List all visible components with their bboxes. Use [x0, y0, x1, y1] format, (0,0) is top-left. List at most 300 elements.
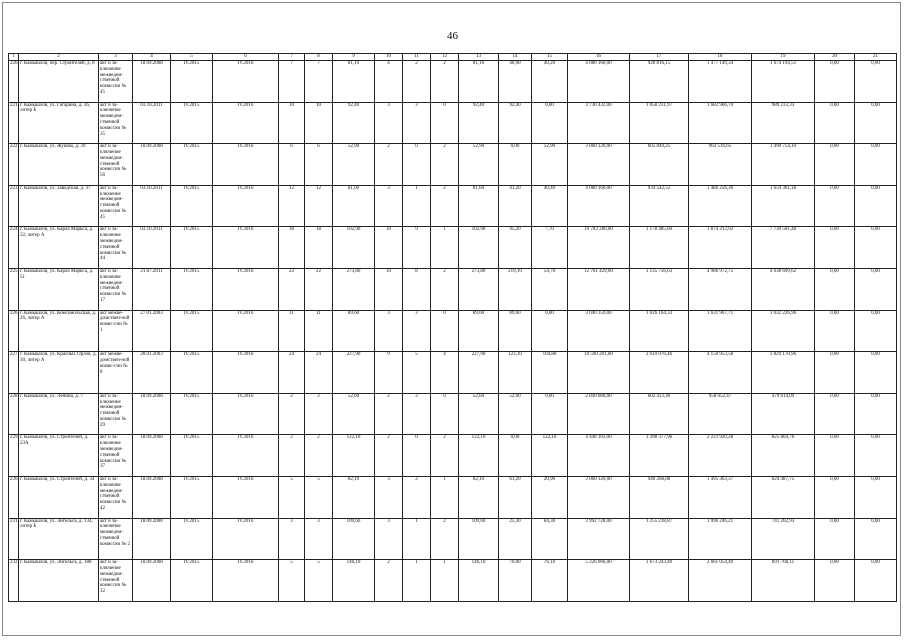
cell-c11: 3 — [403, 310, 431, 352]
column-number-3: 3 — [99, 54, 133, 61]
column-number-16: 16 — [568, 54, 630, 61]
cell-c16: 3 730 432,00 — [568, 102, 630, 144]
cell-c17: 1 398 377,96 — [630, 435, 689, 477]
cell-c11: 2 — [403, 61, 431, 103]
cell-c7: 18 — [279, 227, 305, 269]
cell-c14: 70,00 — [499, 560, 532, 602]
cell-c7: 10 — [279, 102, 305, 144]
cell-c19: 3 829 170,96 — [752, 352, 815, 394]
cell-c8: 10 — [305, 102, 333, 144]
cell-c20: 0,00 — [815, 185, 855, 227]
cell-c16: 10 783 280,00 — [568, 227, 630, 269]
cell-c17: 940 268,88 — [630, 476, 689, 518]
cell-c11: 2 — [403, 393, 431, 435]
page-number: 46 — [447, 30, 458, 42]
cell-c9: 82,10 — [333, 476, 375, 518]
cell-c10: 10 — [375, 227, 403, 269]
cell-date: 18.09.2008 — [133, 61, 171, 103]
cell-c14: 219,10 — [499, 268, 532, 310]
cell-c21: 0,00 — [855, 518, 897, 560]
cell-doc: акт и за-ключение межведом-ственной комиссии № 45 — [99, 185, 133, 227]
table-row — [9, 185, 897, 227]
cell-plan-end: IV.2016 — [213, 435, 279, 477]
cell-c10: 4 — [375, 61, 403, 103]
cell-c9: 89,60 — [333, 310, 375, 352]
cell-c17: 1 673 243,40 — [630, 560, 689, 602]
cell-c11: 1 — [403, 518, 431, 560]
cell-plan-end: IV.2016 — [213, 268, 279, 310]
cell-c8: 5 — [305, 476, 333, 518]
cell-c13: 52,90 — [459, 144, 499, 186]
cell-c19: 1 032 226,96 — [752, 310, 815, 352]
cell-c14: 40,90 — [499, 61, 532, 103]
cell-c12: 0 — [431, 310, 459, 352]
cell-c7: 5 — [279, 560, 305, 602]
column-number-12: 12 — [431, 54, 459, 61]
cell-no: 222 — [9, 144, 19, 186]
column-number-9: 9 — [333, 54, 375, 61]
cell-c17: 1 058 231,97 — [630, 102, 689, 144]
cell-c18: 963 516,65 — [689, 144, 752, 186]
column-number-10: 10 — [375, 54, 403, 61]
cell-c11: 0 — [403, 144, 431, 186]
cell-c11: 1 — [403, 185, 431, 227]
cell-c15: 40,40 — [532, 185, 568, 227]
cell-c8: 7 — [305, 61, 333, 103]
cell-c11: 8 — [403, 268, 431, 310]
column-number-13: 13 — [459, 54, 499, 61]
cell-plan-start: IV.2015 — [171, 144, 213, 186]
cell-date: 18.09.2008 — [133, 518, 171, 560]
cell-c14: 0,00 — [499, 435, 532, 477]
cell-c15: 0,00 — [532, 310, 568, 352]
cell-c14: 95,20 — [499, 227, 532, 269]
cell-c8: 11 — [305, 310, 333, 352]
cell-c10: 2 — [375, 560, 403, 602]
cell-plan-start: IV.2015 — [171, 435, 213, 477]
cell-plan-start: IV.2015 — [171, 476, 213, 518]
cell-address: г. Камышлов, ул. Гагарина, д. 36, литер Б — [19, 102, 99, 144]
table-row — [9, 518, 897, 560]
cell-date: 27.01.2003 — [133, 310, 171, 352]
column-number-8: 8 — [305, 54, 333, 61]
cell-date: 18.09.2008 — [133, 393, 171, 435]
cell-c18: 2 661 054,49 — [689, 560, 752, 602]
cell-c11: 2 — [403, 476, 431, 518]
cell-address: г. Камышлов, ул. Энгельса, д. 134, литер Б — [19, 518, 99, 560]
cell-c9: 102,90 — [333, 227, 375, 269]
table-row — [9, 227, 897, 269]
cell-c20: 0,00 — [815, 518, 855, 560]
cell-c7: 22 — [279, 268, 305, 310]
cell-date: 21.07.2011 — [133, 268, 171, 310]
cell-doc: акт межве-домствен-ной комис-сии № 1 — [99, 310, 133, 352]
cell-no: 226 — [9, 310, 19, 352]
cell-c8: 22 — [305, 268, 333, 310]
cell-c12: 2 — [431, 518, 459, 560]
column-number-2: 2 — [19, 54, 99, 61]
cell-c19: 1 674 194,51 — [752, 61, 815, 103]
cell-c18: 1 486 256,30 — [689, 185, 752, 227]
cell-plan-start: IV.2015 — [171, 227, 213, 269]
cell-date: 03.10.2011 — [133, 185, 171, 227]
cell-plan-start: IV.2015 — [171, 102, 213, 144]
cell-address: г. Камышлов, ул. Энгельса, д. 188 — [19, 560, 99, 602]
cell-c21: 0,00 — [855, 435, 897, 477]
cell-c19: 825 804,76 — [752, 435, 815, 477]
cell-c21: 0,00 — [855, 61, 897, 103]
cell-plan-end: IV.2016 — [213, 476, 279, 518]
cell-c10: 3 — [375, 518, 403, 560]
cell-c19: 624 487,75 — [752, 476, 815, 518]
cell-c13: 227,90 — [459, 352, 499, 394]
cell-c7: 24 — [279, 352, 305, 394]
cell-c15: 104,80 — [532, 352, 568, 394]
cell-doc: акт и за-ключение межведом-ственной комиссии № 37 — [99, 435, 133, 477]
cell-doc: акт и за-ключение межведом-ственной комиссии № 56 — [99, 144, 133, 186]
cell-c12: 2 — [431, 144, 459, 186]
cell-c8: 6 — [305, 144, 333, 186]
cell-c19: 7 730 581,48 — [752, 227, 815, 269]
cell-c8: 2 — [305, 435, 333, 477]
cell-c20: 0,00 — [815, 435, 855, 477]
cell-no: 220 — [9, 61, 19, 103]
cell-c12: 4 — [431, 352, 459, 394]
cell-c8: 3 — [305, 518, 333, 560]
cell-c16: 10 590 201,00 — [568, 352, 630, 394]
cell-c13: 89,60 — [459, 310, 499, 352]
cell-c11: 3 — [403, 102, 431, 144]
cell-c16: 2 040 080,00 — [568, 393, 630, 435]
column-number-7: 7 — [279, 54, 305, 61]
cell-date: 03.10.2011 — [133, 102, 171, 144]
cell-c16: 4 448 103,00 — [568, 435, 630, 477]
cell-c11: 1 — [403, 560, 431, 602]
cell-c21: 0,00 — [855, 102, 897, 144]
cell-doc: акт межве-домствен-ной комис-сии № 8 — [99, 352, 133, 394]
cell-c10: 2 — [375, 393, 403, 435]
cell-c21: 0,00 — [855, 310, 897, 352]
cell-date: 18.09.2008 — [133, 476, 171, 518]
table-row — [9, 560, 897, 602]
cell-plan-start: IV.2015 — [171, 310, 213, 352]
column-number-row — [9, 54, 897, 61]
cell-c10: 2 — [375, 435, 403, 477]
cell-c19: 1 659 361,18 — [752, 185, 815, 227]
cell-date: 03.10.2011 — [133, 227, 171, 269]
cell-c20: 0,00 — [815, 476, 855, 518]
cell-c7: 12 — [279, 185, 305, 227]
cell-c19: 479 614,09 — [752, 393, 815, 435]
cell-no: 231 — [9, 518, 19, 560]
cell-c9: 227,90 — [333, 352, 375, 394]
cell-c19: 989 233,33 — [752, 102, 815, 144]
cell-c13: 52,60 — [459, 393, 499, 435]
cell-c16: 5 226 066,00 — [568, 560, 630, 602]
cell-no: 228 — [9, 393, 19, 435]
cell-c11: 9 — [403, 227, 431, 269]
cell-c13: 81,10 — [459, 61, 499, 103]
cell-c10: 2 — [375, 144, 403, 186]
cell-address: г. Камышлов, ул. Красных Орлов, д. 30, литер А — [19, 352, 99, 394]
cell-c20: 0,00 — [815, 310, 855, 352]
cell-c15: 76,10 — [532, 560, 568, 602]
cell-c13: 81,60 — [459, 185, 499, 227]
cell-c14: 123,10 — [499, 352, 532, 394]
cell-c9: 81,60 — [333, 185, 375, 227]
table-row — [9, 144, 897, 186]
cell-c10: 3 — [375, 185, 403, 227]
cell-c19: 891 768,11 — [752, 560, 815, 602]
column-number-19: 19 — [752, 54, 815, 61]
cell-c12: 2 — [431, 435, 459, 477]
cell-c9: 109,60 — [333, 518, 375, 560]
cell-c15: 20,90 — [532, 476, 568, 518]
cell-doc: акт и за-ключение межведом-ственной комиссии № 32 — [99, 560, 133, 602]
cell-plan-end: IV.2016 — [213, 102, 279, 144]
cell-c20: 0,00 — [815, 352, 855, 394]
cell-c7: 11 — [279, 310, 305, 352]
cell-no: 227 — [9, 352, 19, 394]
table-row — [9, 352, 897, 394]
cell-c10: 3 — [375, 310, 403, 352]
cell-doc: акт и за-ключение межведом-ственной комиссии № 44 — [99, 227, 133, 269]
cell-c10: 9 — [375, 352, 403, 394]
cell-address: г. Камышлов, ул. Жукова, д. 39 — [19, 144, 99, 186]
cell-c7: 3 — [279, 518, 305, 560]
cell-plan-start: IV.2015 — [171, 393, 213, 435]
cell-plan-end: IV.2016 — [213, 393, 279, 435]
cell-c9: 122,10 — [333, 435, 375, 477]
cell-plan-end: IV.2016 — [213, 560, 279, 602]
cell-c10: 3 — [375, 476, 403, 518]
column-number-18: 18 — [689, 54, 752, 61]
cell-doc: акт и за-ключение межведом-ственной комиссии № 2 — [99, 518, 133, 560]
cell-address: г. Камышлов, ул. Заводская, д. 37 — [19, 185, 99, 227]
cell-c10: 3 — [375, 102, 403, 144]
cell-c17: 1 026 164,33 — [630, 310, 689, 352]
cell-address: г. Камышлов, ул. Строителей, д. 23А — [19, 435, 99, 477]
cell-c15: 0,00 — [532, 393, 568, 435]
cell-c7: 5 — [279, 476, 305, 518]
cell-c8: 12 — [305, 185, 333, 227]
cell-plan-end: IV.2016 — [213, 61, 279, 103]
cell-address: г. Камышлов, ул. Ленина, д. 7 — [19, 393, 99, 435]
cell-c21: 0,00 — [855, 352, 897, 394]
cell-plan-end: IV.2016 — [213, 227, 279, 269]
cell-c7: 2 — [279, 435, 305, 477]
cell-c15: 7,70 — [532, 227, 568, 269]
cell-c8: 18 — [305, 227, 333, 269]
cell-c15: 40,20 — [532, 61, 568, 103]
cell-c15: 84,30 — [532, 518, 568, 560]
cell-address: г. Камышлов, ул. Комсомольская, д. 26, литер А — [19, 310, 99, 352]
table-row — [9, 476, 897, 518]
cell-c20: 0,00 — [815, 268, 855, 310]
cell-c19: 1 490 754,10 — [752, 144, 815, 186]
cell-c14: 61,20 — [499, 476, 532, 518]
cell-c12: 2 — [431, 61, 459, 103]
cell-plan-end: IV.2016 — [213, 518, 279, 560]
cell-c18: 958 052,47 — [689, 393, 752, 435]
cell-c13: 146,10 — [459, 560, 499, 602]
cell-c12: 1 — [431, 476, 459, 518]
cell-c18: 1 682 966,70 — [689, 102, 752, 144]
cell-c7: 6 — [279, 144, 305, 186]
cell-c17: 2 610 076,46 — [630, 352, 689, 394]
cell-c8: 24 — [305, 352, 333, 394]
cell-c17: 1 255 218,87 — [630, 518, 689, 560]
cell-no: 223 — [9, 185, 19, 227]
cell-date: 18.09.2008 — [133, 560, 171, 602]
table-row — [9, 61, 897, 103]
cell-c18: 2 223 920,28 — [689, 435, 752, 477]
cell-c11: 5 — [403, 352, 431, 394]
cell-c10: 10 — [375, 268, 403, 310]
cell-c15: 0,00 — [532, 102, 568, 144]
cell-c14: 0,00 — [499, 144, 532, 186]
cell-c21: 0,00 — [855, 476, 897, 518]
cell-c16: 3 992 728,00 — [568, 518, 630, 560]
column-number-20: 20 — [815, 54, 855, 61]
cell-no: 229 — [9, 435, 19, 477]
cell-c16: 12 761 429,00 — [568, 268, 630, 310]
cell-c21: 0,00 — [855, 393, 897, 435]
cell-plan-start: IV.2015 — [171, 61, 213, 103]
column-number-11: 11 — [403, 54, 431, 61]
cell-c14: 41,20 — [499, 185, 532, 227]
cell-c16: 3 690 359,00 — [568, 310, 630, 352]
cell-c14: 25,30 — [499, 518, 532, 560]
cell-c8: 2 — [305, 393, 333, 435]
cell-plan-end: IV.2016 — [213, 185, 279, 227]
cell-c12: 0 — [431, 393, 459, 435]
cell-c9: 273,80 — [333, 268, 375, 310]
cell-plan-start: IV.2015 — [171, 560, 213, 602]
cell-c15: 52,90 — [532, 144, 568, 186]
cell-plan-start: IV.2015 — [171, 268, 213, 310]
cell-c20: 0,00 — [815, 144, 855, 186]
cell-no: 221 — [9, 102, 19, 144]
cell-c20: 0,00 — [815, 227, 855, 269]
cell-c21: 0,00 — [855, 227, 897, 269]
column-number-14: 14 — [499, 54, 532, 61]
cell-c13: 109,60 — [459, 518, 499, 560]
cell-no: 232 — [9, 560, 19, 602]
cell-c20: 0,00 — [815, 560, 855, 602]
column-number-5: 5 — [171, 54, 213, 61]
cell-c7: 7 — [279, 61, 305, 103]
cell-c16: 3 060 120,00 — [568, 476, 630, 518]
cell-c20: 0,00 — [815, 102, 855, 144]
cell-c18: 1 996 246,21 — [689, 518, 752, 560]
cell-c20: 0,00 — [815, 61, 855, 103]
cell-c9: 52,90 — [333, 144, 375, 186]
cell-c15: 122,10 — [532, 435, 568, 477]
cell-c12: 0 — [431, 102, 459, 144]
cell-c8: 5 — [305, 560, 333, 602]
cell-date: 28.01.2003 — [133, 352, 171, 394]
cell-c12: 2 — [431, 268, 459, 310]
cell-plan-end: IV.2016 — [213, 310, 279, 352]
cell-c17: 602 413,46 — [630, 393, 689, 435]
cell-c13: 122,10 — [459, 435, 499, 477]
cell-doc: акт и за-ключение межведом-ственной комиссии № 45 — [99, 61, 133, 103]
cell-c17: 928 816,15 — [630, 61, 689, 103]
table-row — [9, 435, 897, 477]
cell-c11: 0 — [403, 435, 431, 477]
cell-plan-start: IV.2015 — [171, 518, 213, 560]
cell-c16: 4 080 160,00 — [568, 185, 630, 227]
column-number-17: 17 — [630, 54, 689, 61]
cell-c13: 92,40 — [459, 102, 499, 144]
cell-doc: акт и за-ключение межведом-ственной комиссии № 17 — [99, 268, 133, 310]
cell-c9: 52,60 — [333, 393, 375, 435]
table-row — [9, 310, 897, 352]
cell-c17: 3 135 756,63 — [630, 268, 689, 310]
cell-c9: 92,40 — [333, 102, 375, 144]
cell-plan-end: IV.2016 — [213, 352, 279, 394]
cell-c21: 0,00 — [855, 144, 897, 186]
cell-plan-start: IV.2015 — [171, 185, 213, 227]
cell-no: 230 — [9, 476, 19, 518]
cell-c19: 741 262,93 — [752, 518, 815, 560]
column-number-21: 21 — [855, 54, 897, 61]
cell-c14: 92,40 — [499, 102, 532, 144]
column-number-6: 6 — [213, 54, 279, 61]
cell-c7: 2 — [279, 393, 305, 435]
column-number-4: 4 — [133, 54, 171, 61]
cell-c13: 102,90 — [459, 227, 499, 269]
cell-c18: 1 631 967,71 — [689, 310, 752, 352]
cell-c14: 52,60 — [499, 393, 532, 435]
table-row — [9, 102, 897, 144]
cell-c13: 82,10 — [459, 476, 499, 518]
cell-date: 18.09.2008 — [133, 435, 171, 477]
cell-c9: 146,10 — [333, 560, 375, 602]
cell-c18: 1 477 149,34 — [689, 61, 752, 103]
housing-resettlement-table — [8, 53, 897, 602]
cell-c16: 3 060 120,00 — [568, 144, 630, 186]
cell-c20: 0,00 — [815, 393, 855, 435]
table-row — [9, 268, 897, 310]
cell-address: г. Камышлов, ул. Карла Маркса, д. 32, литер А — [19, 227, 99, 269]
cell-c13: 273,80 — [459, 268, 499, 310]
column-number-15: 15 — [532, 54, 568, 61]
cell-c12: 1 — [431, 560, 459, 602]
cell-doc: акт и за-ключение межведом-ственной комиссии № 42 — [99, 476, 133, 518]
cell-no: 224 — [9, 227, 19, 269]
cell-c18: 1 495 363,37 — [689, 476, 752, 518]
cell-c15: 54,70 — [532, 268, 568, 310]
cell-c18: 1 874 212,92 — [689, 227, 752, 269]
cell-no: 225 — [9, 268, 19, 310]
cell-c21: 0,00 — [855, 560, 897, 602]
cell-doc: акт и за-ключение межведом-ственной комиссии № 35 — [99, 102, 133, 144]
cell-c17: 934 542,52 — [630, 185, 689, 227]
column-number-1: 1 — [9, 54, 19, 61]
cell-address: г. Камышлов, ул. Строителей, д. 34 — [19, 476, 99, 518]
cell-c12: 1 — [431, 227, 459, 269]
cell-c17: 1 178 485,60 — [630, 227, 689, 269]
cell-c12: 2 — [431, 185, 459, 227]
cell-c17: 605 849,25 — [630, 144, 689, 186]
cell-plan-start: IV.2015 — [171, 352, 213, 394]
cell-c21: 0,00 — [855, 268, 897, 310]
table-row — [9, 393, 897, 435]
cell-c19: 4 638 699,62 — [752, 268, 815, 310]
cell-c16: 4 080 160,00 — [568, 61, 630, 103]
